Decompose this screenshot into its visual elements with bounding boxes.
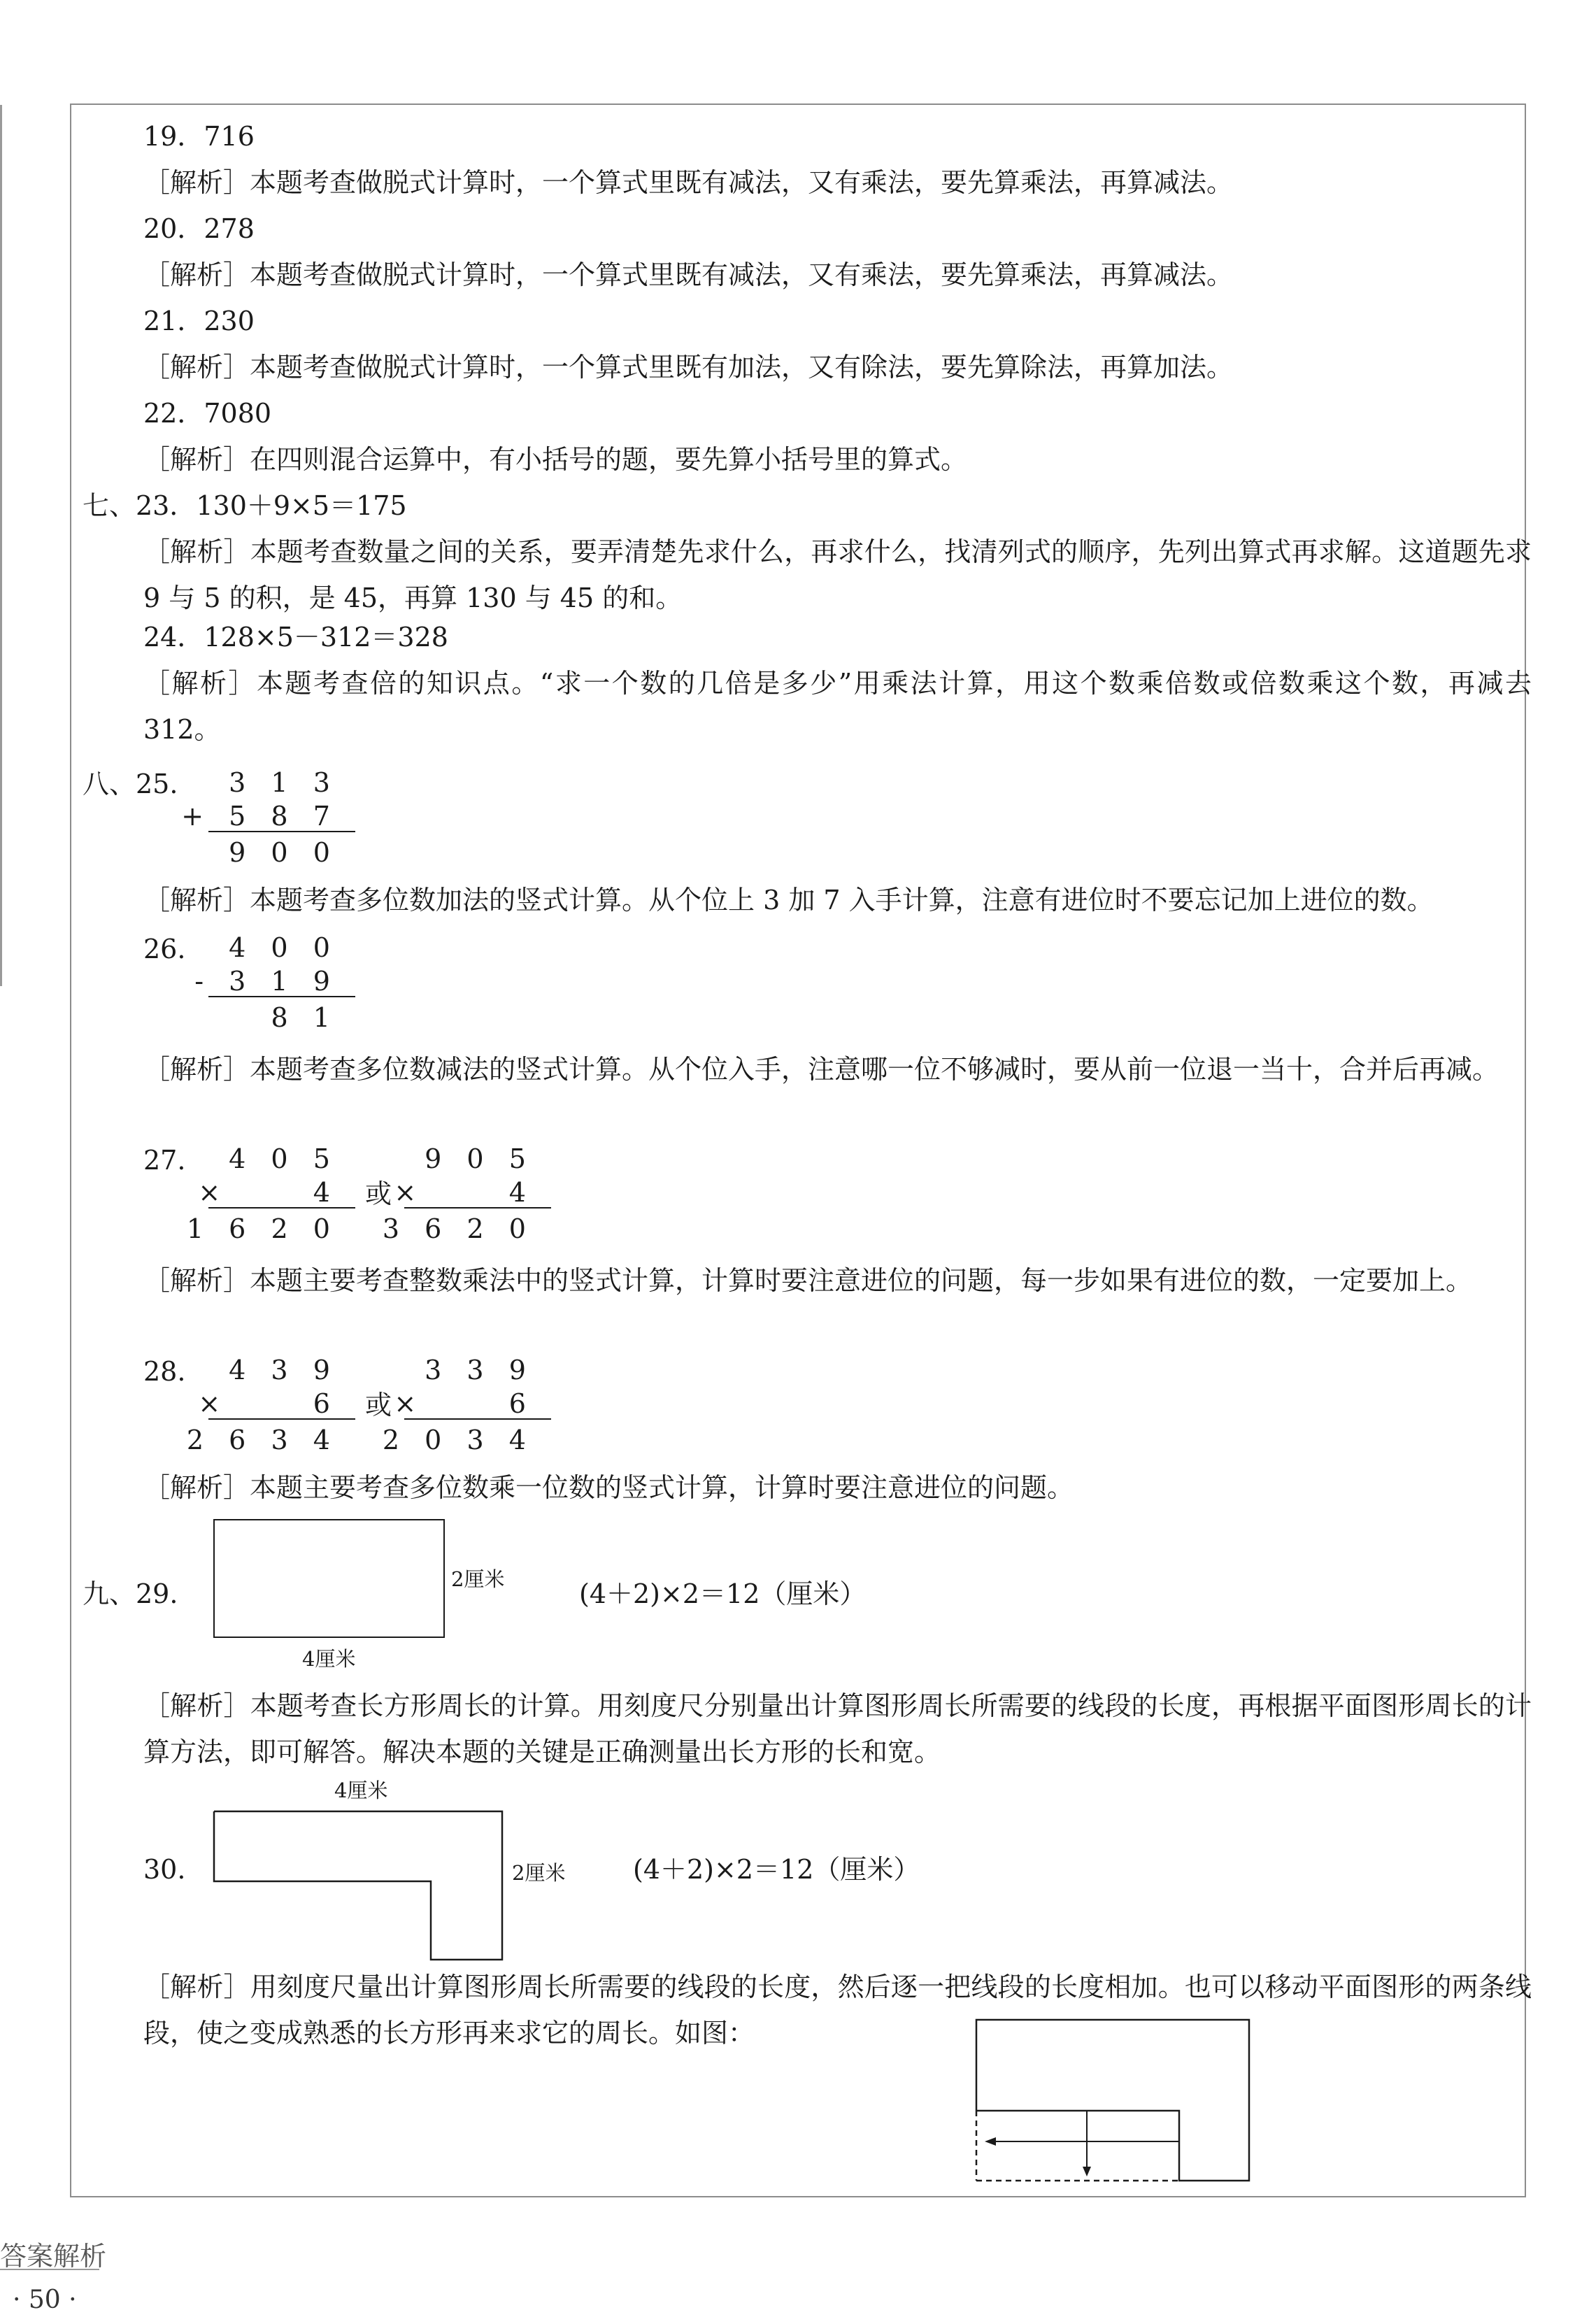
analysis-24: ［解析］本题考查倍的知识点。“求一个数的几倍是多少”用乘法计算，用这个数乘倍数或倍数乘这个数，再减去 312。 [143, 668, 1532, 745]
sum-line [208, 831, 355, 832]
analysis-25: ［解析］本题考查多位数加法的竖式计算。从个位上 3 加 7 入手计算，注意有进位时不要忘记加上进位的数。 [143, 885, 1434, 915]
result: 81 [271, 1002, 355, 1033]
operand-a: 313 [229, 767, 355, 798]
figure-outline [976, 2020, 1249, 2181]
footer-title: 答案解析 [0, 2241, 107, 2272]
operand-a: 905 [425, 1143, 551, 1174]
analysis-21: ［解析］本题考查做脱式计算时，一个算式里既有加法，又有除法，要先算除法，再算加法。 [143, 352, 1234, 383]
height-label: 2厘米 [512, 1861, 566, 1885]
analysis-30: ［解析］用刻度尺量出计算图形周长所需要的线段的长度，然后逐一把线段的长度相加。也可以移动平面图形的两条线段，使之变成熟悉的长方形再来求它的周长。如图： [143, 1972, 1532, 2048]
difference-line [208, 996, 355, 997]
page-number: · 50 · [13, 2286, 77, 2314]
top-label: 4厘米 [334, 1778, 388, 1802]
down-arrow-head [1083, 2167, 1091, 2176]
result: 2634 [186, 1425, 355, 1455]
operand-a: 405 [229, 1143, 355, 1174]
answer-24: 24．128×5－312＝328 [143, 622, 448, 653]
rectangle-figure [213, 1519, 445, 1638]
operand-a: 439 [229, 1355, 355, 1385]
footer-divider [0, 2269, 99, 2270]
answer-27-label: 27. [143, 1145, 186, 1176]
vertical-calc-27b [382, 1143, 551, 1248]
answer-19: 19．716 [143, 121, 255, 152]
answer-21: 21．230 [143, 306, 255, 336]
answer-25-label: 八、25. [83, 769, 178, 799]
answer-26-label: 26. [143, 934, 186, 964]
analysis-20: ［解析］本题考查做脱式计算时，一个算式里既有减法，又有乘法，要先算乘法，再算减法。 [143, 259, 1234, 290]
vertical-calc-25 [181, 767, 355, 871]
analysis-19: ［解析］本题考查做脱式计算时，一个算式里既有减法，又有乘法，要先算乘法，再算减法。 [143, 167, 1234, 198]
result: 2034 [382, 1425, 551, 1455]
formula-30: (4＋2)×2＝12（厘米） [633, 1854, 920, 1885]
or-text: 或 [365, 1390, 392, 1420]
answer-23: 七、23．130＋9×5＝175 [83, 490, 407, 521]
answer-30-label: 30. [143, 1854, 186, 1885]
width-label: 4厘米 [302, 1647, 356, 1671]
l-shape-figure [207, 1804, 508, 1965]
analysis-29: ［解析］本题考查长方形周长的计算。用刻度尺分别量出计算图形周长所需要的线段的长度，再根据平面图形周长的计算方法，即可解答。解决本题的关键是正确测量出长方形的长和宽。 [143, 1690, 1532, 1767]
l-shape-outline [214, 1811, 502, 1960]
analysis-22: ［解析］在四则混合运算中，有小括号的题，要先算小括号里的算式。 [143, 444, 968, 475]
analysis-26: ［解析］本题考查多位数减法的竖式计算。从个位入手，注意哪一位不够减时，要从前一位退一当十，合并后再减。 [143, 1054, 1499, 1085]
left-arrow-head [985, 2137, 996, 2146]
result: 3620 [382, 1213, 551, 1244]
vertical-calc-26 [194, 932, 355, 1036]
vertical-calc-27a [186, 1143, 355, 1248]
product-line [404, 1418, 551, 1420]
operand-b: × 4 [394, 1177, 551, 1208]
operand-b: × 4 [198, 1177, 355, 1208]
answer-29-label: 九、29. [83, 1578, 178, 1609]
formula-29: (4＋2)×2＝12（厘米） [579, 1578, 867, 1609]
operand-b: -319 [194, 966, 355, 997]
vertical-calc-28a [186, 1354, 355, 1459]
operand-b: × 6 [394, 1388, 551, 1419]
analysis-23: ［解析］本题考查数量之间的关系，要弄清楚先求什么，再求什么，找清列式的顺序，先列出算式再求解。这道题先求 9 与 5 的积，是 45，再算 130 与 45 的和。 [143, 536, 1532, 613]
result: 1620 [186, 1213, 355, 1244]
result: 900 [229, 837, 355, 868]
analysis-27: ［解析］本题主要考查整数乘法中的竖式计算，计算时要注意进位的问题，每一步如果有进位的数，一定要加上。 [143, 1265, 1473, 1296]
or-text: 或 [365, 1178, 392, 1209]
page-edge [0, 105, 2, 986]
vertical-calc-28b [382, 1354, 551, 1459]
operand-b: +587 [181, 801, 355, 832]
analysis-28: ［解析］本题主要考查多位数乘一位数的竖式计算，计算时要注意进位的问题。 [143, 1472, 1074, 1503]
answer-22: 22．7080 [143, 398, 272, 429]
answer-28-label: 28. [143, 1356, 186, 1387]
operand-a: 339 [425, 1355, 551, 1385]
transformed-rectangle-diagram [969, 2013, 1256, 2188]
product-line [208, 1418, 355, 1420]
product-line [404, 1207, 551, 1209]
height-label: 2厘米 [451, 1567, 505, 1591]
product-line [208, 1207, 355, 1209]
operand-b: × 6 [198, 1388, 355, 1419]
answer-20: 20．278 [143, 213, 255, 244]
operand-a: 400 [229, 932, 355, 963]
